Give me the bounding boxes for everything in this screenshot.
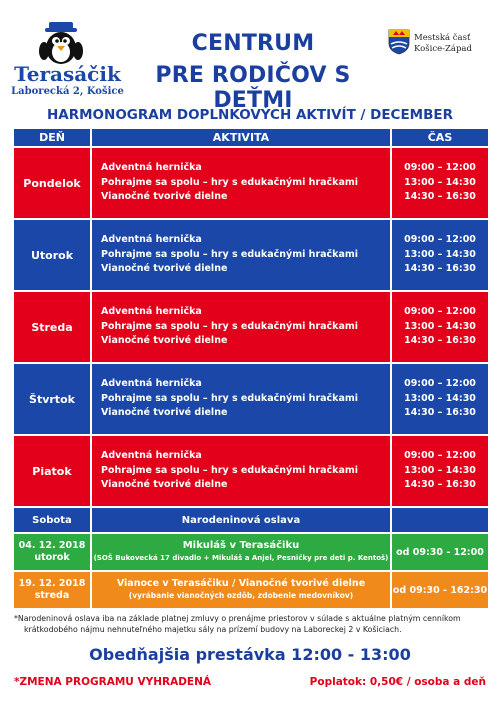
activities-friday <box>92 436 390 506</box>
footnote-line1: *Narodeninová oslava iba na základe platnej zmluvy o prenájme priestorov v súlade s aktuálne platným cenníkom <box>14 614 461 623</box>
time-slot: 09:00 – 12:00 <box>404 306 476 318</box>
schedule-subtitle: HARMONOGRAM DOPLNKOVÝCH AKTIVÍT / DECEMBER <box>46 107 454 123</box>
activity-item: Pohrajme sa spolu – hry s edukačnými hračkami <box>101 464 359 476</box>
page-title-line1: CENTRUM <box>191 31 315 56</box>
time-slot: 14:30 – 16:30 <box>404 479 476 491</box>
time-slot: 09:00 – 12:00 <box>404 234 476 246</box>
program-change-notice: *ZMENA PROGRAMU VYHRADENÁ <box>14 676 211 688</box>
event-time-mikulas: od 09:30 - 12:00 <box>392 534 488 570</box>
time-slot: 13:00 – 14:30 <box>404 392 476 404</box>
time-slot: 14:30 – 16:30 <box>404 407 476 419</box>
activities-monday <box>92 148 390 218</box>
time-saturday-empty <box>392 508 488 532</box>
event-mikulas <box>92 534 390 570</box>
event-date-vianoce <box>14 572 90 608</box>
day-cell-monday: Pondelok <box>14 148 90 218</box>
times-friday <box>392 436 488 506</box>
footnote-line2: krátkodobého nájmu nehnuteľného majetku sály na prízemí budovy na Laboreckej 2 v Košiciach. <box>24 625 402 634</box>
event-weekday: streda <box>34 590 70 601</box>
times-monday <box>392 148 488 218</box>
time-slot: 14:30 – 16:30 <box>404 335 476 347</box>
day-cell-thursday: Štvrtok <box>14 364 90 434</box>
time-slot: 13:00 – 14:30 <box>404 320 476 332</box>
activity-item: Adventná hernička <box>101 378 202 390</box>
activity-item: Adventná hernička <box>101 234 202 246</box>
time-slot: 09:00 – 12:00 <box>404 378 476 390</box>
time-slot: 13:00 – 14:30 <box>404 248 476 260</box>
time-slot: 13:00 – 14:30 <box>404 176 476 188</box>
activity-saturday: Narodeninová oslava <box>92 508 390 532</box>
day-cell-saturday: Sobota <box>14 508 90 532</box>
event-date-mikulas <box>14 534 90 570</box>
event-time-vianoce: od 09:30 - 162:30 <box>392 572 488 608</box>
event-detail: (SOŠ Bukovecká 17 divadlo + Mikuláš a Anjel, Pesničky pre deti p. Kentoš) <box>93 554 389 562</box>
time-slot: 14:30 – 16:30 <box>404 191 476 203</box>
municipality-badge <box>388 29 493 59</box>
page-title-line2: PRE RODIČOV S DEŤMI <box>155 63 351 113</box>
activity-item: Pohrajme sa spolu – hry s edukačnými hračkami <box>101 248 359 260</box>
activity-item: Pohrajme sa spolu – hry s edukačnými hračkami <box>101 320 359 332</box>
activity-item: Adventná hernička <box>101 450 202 462</box>
event-date: 04. 12. 2018 <box>18 540 86 551</box>
logo-address: Laborecká 2, Košice <box>11 86 124 97</box>
day-cell-tuesday: Utorok <box>14 220 90 290</box>
lunch-break-notice: Obedňajšia prestávka 12:00 - 13:00 <box>89 645 411 664</box>
times-thursday <box>392 364 488 434</box>
column-header-day: DEŇ <box>14 129 90 146</box>
column-header-activity: AKTIVITA <box>92 129 390 146</box>
column-header-time: ČAS <box>392 129 488 146</box>
time-slot: 13:00 – 14:30 <box>404 464 476 476</box>
activity-item: Vianočné tvorivé dielne <box>101 335 228 347</box>
activity-item: Vianočné tvorivé dielne <box>101 407 228 419</box>
municipality-name-line1: Mestská časť <box>414 33 471 43</box>
activity-item: Adventná hernička <box>101 306 202 318</box>
day-cell-friday: Piatok <box>14 436 90 506</box>
penguin-mascot-icon <box>36 22 86 64</box>
event-weekday: utorok <box>34 552 70 563</box>
event-date: 19. 12. 2018 <box>18 578 86 589</box>
activities-thursday <box>92 364 390 434</box>
event-detail: (vyrábanie vianočných ozdôb, zdobenie medovníkov) <box>128 591 354 600</box>
event-vianoce <box>92 572 390 608</box>
activity-item: Adventná hernička <box>101 162 202 174</box>
times-wednesday <box>392 292 488 362</box>
activities-tuesday <box>92 220 390 290</box>
times-tuesday <box>392 220 488 290</box>
time-slot: 09:00 – 12:00 <box>404 162 476 174</box>
event-title: Vianoce v Terasáčiku / Vianočné tvorivé dielne <box>116 578 366 589</box>
event-title: Mikuláš v Terasáčiku <box>182 540 300 551</box>
activity-item: Vianočné tvorivé dielne <box>101 191 228 203</box>
terasacik-logo <box>10 22 125 102</box>
day-cell-wednesday: Streda <box>14 292 90 362</box>
activity-item: Pohrajme sa spolu – hry s edukačnými hračkami <box>101 176 359 188</box>
logo-name: Terasáčik <box>14 62 121 86</box>
municipality-name-line2: Košice-Západ <box>414 44 472 54</box>
time-slot: 14:30 – 16:30 <box>404 263 476 275</box>
fee-notice: Poplatok: 0,50€ / osoba a deň <box>309 676 486 688</box>
activity-item: Vianočné tvorivé dielne <box>101 479 228 491</box>
activity-item: Vianočné tvorivé dielne <box>101 263 228 275</box>
coat-of-arms-icon <box>388 29 410 55</box>
activity-item: Pohrajme sa spolu – hry s edukačnými hračkami <box>101 392 359 404</box>
activities-wednesday <box>92 292 390 362</box>
time-slot: 09:00 – 12:00 <box>404 450 476 462</box>
birthday-footnote <box>14 613 490 635</box>
